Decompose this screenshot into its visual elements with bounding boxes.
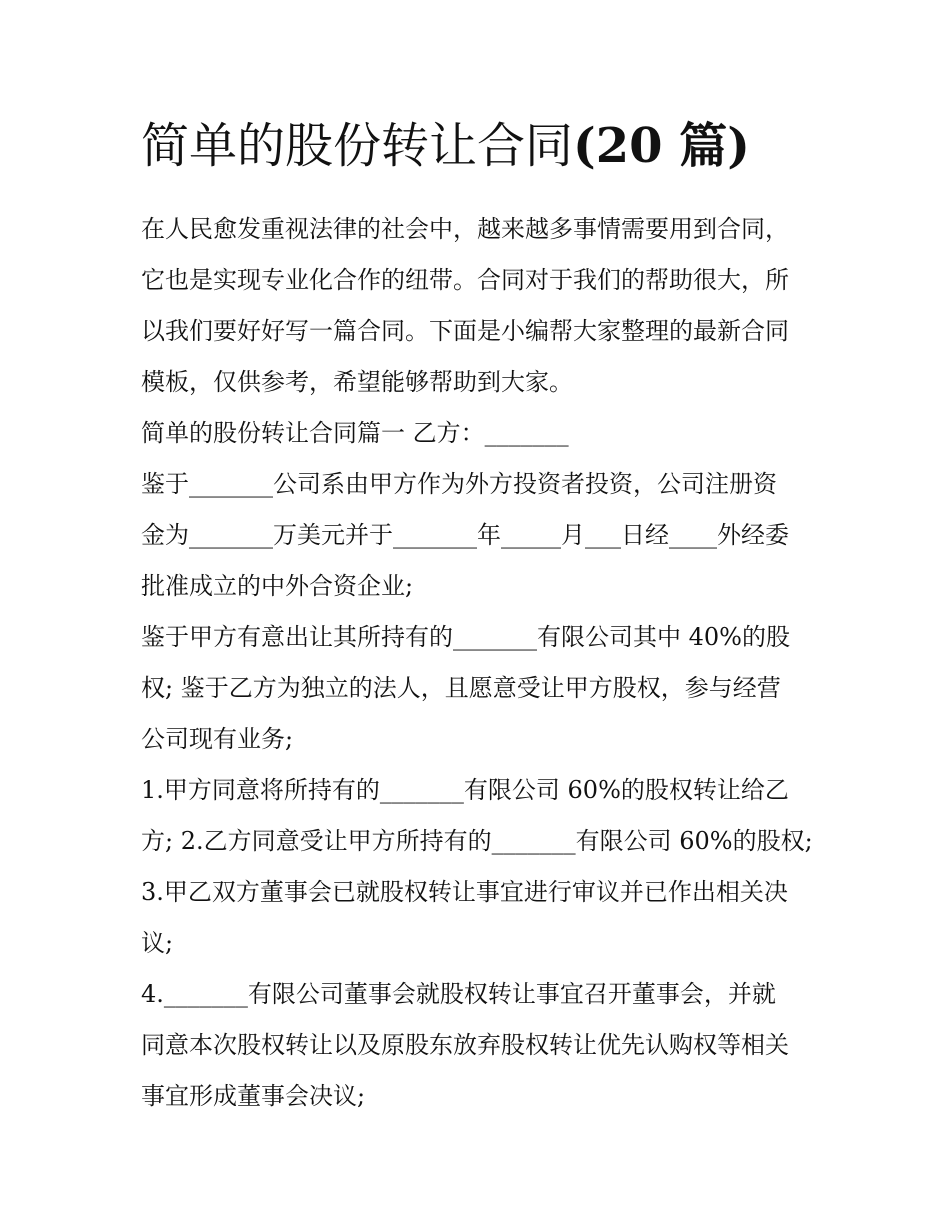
document-page (141, 112, 821, 1122)
title-main: 简单的股份转让合同 (141, 118, 574, 174)
text-line: 批准成立的中外合资企业; (141, 572, 414, 600)
body-paragraph (141, 459, 821, 612)
text-line: 金为_______万美元并于_______年_____月___日经____外经委 (141, 521, 789, 549)
text-line: 模板，仅供参考，希望能够帮助到大家。 (141, 368, 573, 396)
text-line: 以我们要好好写一篇合同。下面是小编帮大家整理的最新合同 (141, 317, 789, 345)
text-line: 公司现有业务; (141, 725, 294, 753)
body-paragraph (141, 969, 821, 1122)
text-line: 鉴于甲方有意出让其所持有的_______有限公司其中 40%的股 (141, 623, 790, 651)
text-line: 事宜形成董事会决议; (141, 1082, 366, 1110)
text-line: 方; 2.乙方同意受让甲方所持有的_______有限公司 60%的股权; (141, 827, 813, 855)
text-line: 在人民愈发重视法律的社会中，越来越多事情需要用到合同， (141, 215, 789, 243)
text-line: 4._______有限公司董事会就股权转让事宜召开董事会，并就 (141, 980, 776, 1008)
body-paragraph (141, 867, 821, 969)
title-suffix: (20 篇) (573, 118, 750, 174)
body-paragraph (141, 204, 821, 408)
text-line: 同意本次股权转让以及原股东放弃股权转让优先认购权等相关 (141, 1031, 789, 1059)
text-line: 1.甲方同意将所持有的_______有限公司 60%的股权转让给乙 (141, 776, 789, 804)
text-line: 鉴于_______公司系由甲方作为外方投资者投资，公司注册资 (141, 470, 777, 498)
text-line: 权; 鉴于乙方为独立的法人，且愿意受让甲方股权，参与经营 (141, 674, 781, 702)
text-line: 3.甲乙双方董事会已就股权转让事宜进行审议并已作出相关决 (141, 878, 788, 906)
document-title (141, 112, 821, 180)
body-paragraph (141, 408, 821, 459)
body-paragraph (141, 612, 821, 765)
text-line: 它也是实现专业化合作的纽带。合同对于我们的帮助很大，所 (141, 266, 789, 294)
body-paragraph (141, 765, 821, 867)
text-line: 简单的股份转让合同篇一 乙方：_______ (141, 419, 569, 447)
text-line: 议; (141, 929, 174, 957)
document-body (141, 204, 821, 1122)
